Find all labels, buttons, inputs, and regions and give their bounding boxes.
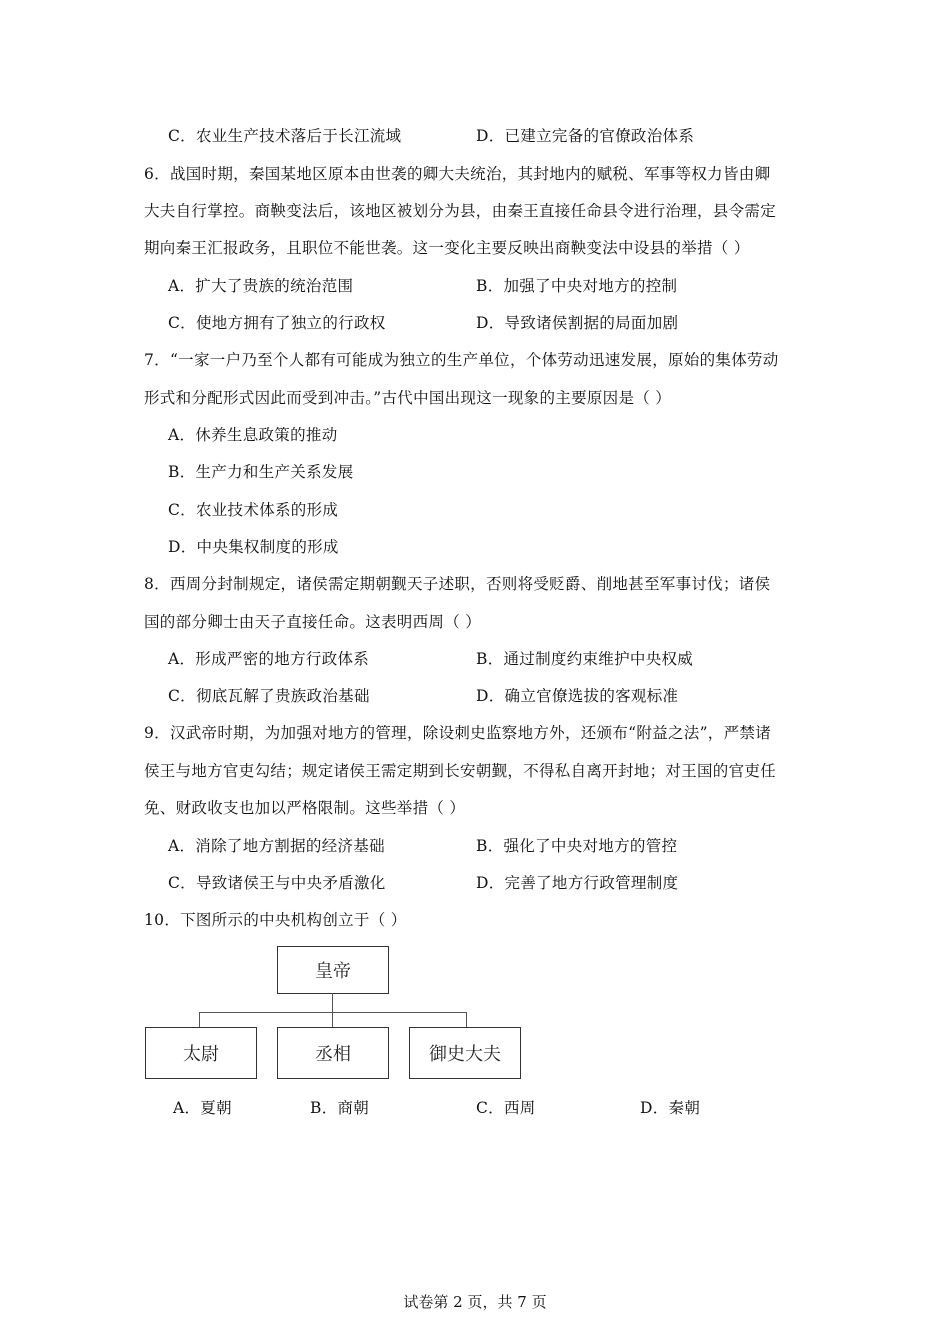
q10-option-b: B．商朝 <box>310 1099 370 1117</box>
q8-option-a: A．形成严密的地方行政体系 <box>168 650 370 668</box>
q10-option-c: C．西周 <box>476 1099 536 1117</box>
q6-option-b: B．加强了中央对地方的控制 <box>476 277 678 295</box>
page-footer: 试卷第 2 页，共 7 页 <box>403 1293 547 1311</box>
q8-stem-line-1: 8．西周分封制规定，诸侯需定期朝觐天子述职，否则将受贬爵、削地甚至军事讨伐；诸侯 <box>144 575 771 593</box>
q9-stem-line-3: 免、财政收支也加以严格限制。这些举措（ ） <box>144 799 466 817</box>
q6-option-a: A．扩大了贵族的统治范围 <box>168 277 354 295</box>
q7-option-a: A．休养生息政策的推动 <box>168 426 338 444</box>
org-connector-left <box>199 1012 200 1027</box>
q7-stem-line-2: 形式和分配形式因此而受到冲击。”古代中国出现这一现象的主要原因是（ ） <box>144 389 672 407</box>
org-node-taiwei: 太尉 <box>145 1027 257 1079</box>
q7-option-d: D．中央集权制度的形成 <box>168 538 339 556</box>
q8-option-b: B．通过制度约束维护中央权威 <box>476 650 694 668</box>
q5-option-c: C．农业生产技术落后于长江流域 <box>168 127 402 145</box>
q10-stem: 10．下图所示的中央机构创立于（ ） <box>144 911 407 929</box>
q7-option-b: B．生产力和生产关系发展 <box>168 463 354 481</box>
org-node-yushidafu: 御史大夫 <box>409 1027 521 1079</box>
q6-stem-line-2: 大夫自行掌控。商鞅变法后，该地区被划分为县，由秦王直接任命县令进行治理，县令需定 <box>144 202 777 220</box>
org-node-chengxiang: 丞相 <box>277 1027 389 1079</box>
q9-option-a: A．消除了地方割据的经济基础 <box>168 837 385 855</box>
q8-stem-line-2: 国的部分卿士由天子直接任命。这表明西周（ ） <box>144 613 482 631</box>
q8-option-c: C．彻底瓦解了贵族政治基础 <box>168 687 370 705</box>
q10-option-d: D．秦朝 <box>640 1099 701 1117</box>
q9-option-d: D．完善了地方行政管理制度 <box>476 874 679 892</box>
q5-option-d: D．已建立完备的官僚政治体系 <box>476 127 695 145</box>
org-connector-middle <box>332 1012 333 1027</box>
q10-option-a: A．夏朝 <box>173 1099 232 1117</box>
q7-option-c: C．农业技术体系的形成 <box>168 501 339 519</box>
q9-option-c: C．导致诸侯王与中央矛盾激化 <box>168 874 386 892</box>
q9-option-b: B．强化了中央对地方的管控 <box>476 837 678 855</box>
org-connector-vertical <box>332 993 333 1013</box>
q8-option-d: D．确立官僚选拔的客观标准 <box>476 687 679 705</box>
org-node-emperor: 皇帝 <box>277 946 389 994</box>
q6-option-c: C．使地方拥有了独立的行政权 <box>168 314 386 332</box>
q6-stem-line-3: 期向秦王汇报政务，且职位不能世袭。这一变化主要反映出商鞅变法中设县的举措（ ） <box>144 239 750 257</box>
q9-stem-line-1: 9．汉武帝时期，为加强对地方的管理，除设刺史监察地方外，还颁布“附益之法”，严禁诸 <box>144 724 772 742</box>
q7-stem-line-1: 7．“一家一户乃至个人都有可能成为独立的生产单位，个体劳动迅速发展，原始的集体劳动 <box>144 351 779 369</box>
q6-option-d: D．导致诸侯割据的局面加剧 <box>476 314 679 332</box>
q9-stem-line-2: 侯王与地方官吏勾结；规定诸侯王需定期到长安朝觐，不得私自离开封地；对王国的官吏任 <box>144 762 777 780</box>
org-connector-right <box>466 1012 467 1027</box>
q6-stem-line-1: 6．战国时期，秦国某地区原本由世袭的卿大夫统治，其封地内的赋税、军事等权力皆由卿 <box>144 165 771 183</box>
